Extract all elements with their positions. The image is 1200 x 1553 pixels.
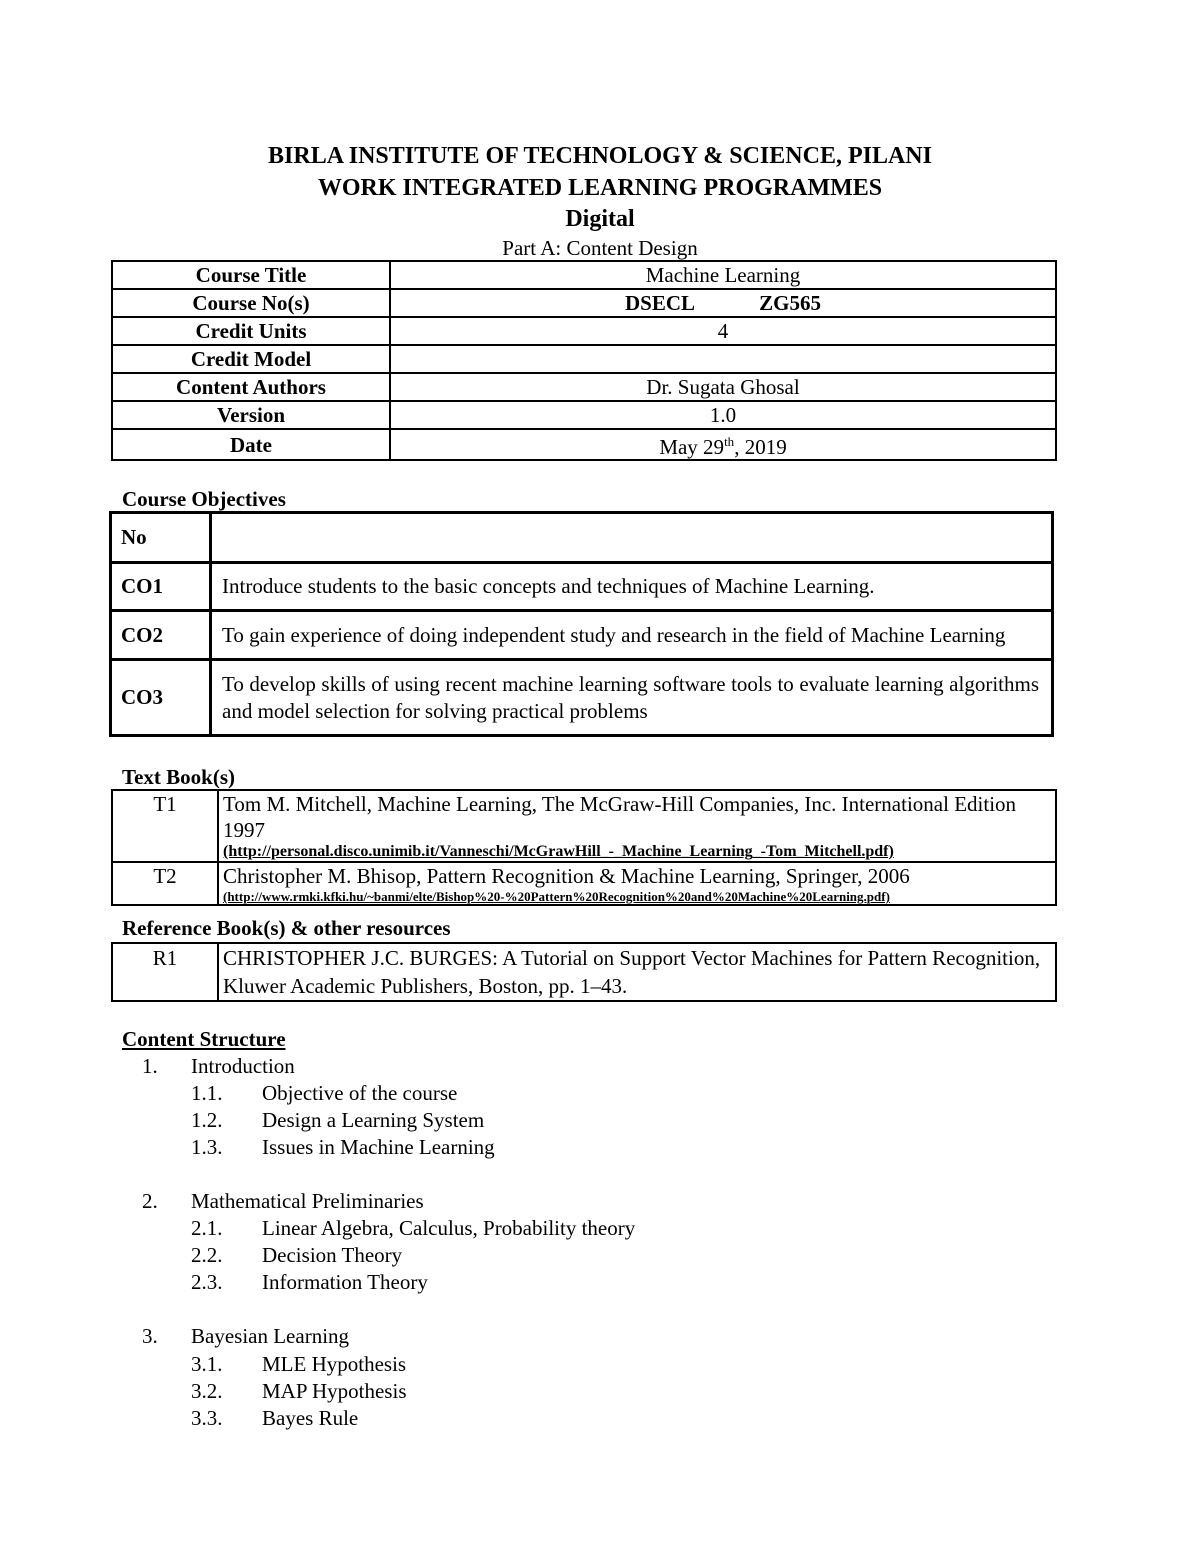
table-row bbox=[112, 429, 1056, 460]
credit-model-value bbox=[390, 345, 1056, 373]
objectives-table bbox=[109, 511, 1054, 737]
table-row bbox=[111, 611, 1053, 660]
textbook-entry bbox=[218, 862, 1056, 905]
topic-title: Objective of the course bbox=[262, 1081, 458, 1105]
module-title: Introduction bbox=[191, 1054, 295, 1078]
course-no-value: DSECL ZG565 bbox=[390, 289, 1056, 317]
credit-model-label: Credit Model bbox=[112, 345, 390, 373]
textbooks-heading: Text Book(s) bbox=[122, 765, 235, 789]
course-title-value: Machine Learning bbox=[390, 261, 1056, 289]
topic-title: Linear Algebra, Calculus, Probability theory bbox=[262, 1216, 636, 1240]
objective-number: CO3 bbox=[111, 660, 211, 736]
references-table bbox=[111, 942, 1057, 1002]
course-no-label: Course No(s) bbox=[112, 289, 390, 317]
topic-title: Decision Theory bbox=[262, 1243, 403, 1267]
table-row bbox=[112, 373, 1056, 401]
topic-number: 3.2. bbox=[191, 1379, 223, 1403]
topic-title: Information Theory bbox=[262, 1270, 428, 1294]
topic-title: MAP Hypothesis bbox=[262, 1379, 407, 1403]
reference-id: R1 bbox=[112, 943, 218, 1001]
table-row bbox=[112, 317, 1056, 345]
version-label: Version bbox=[112, 401, 390, 429]
table-row bbox=[111, 660, 1053, 736]
table-row bbox=[112, 401, 1056, 429]
date-value: May 29th, 2019 bbox=[390, 429, 1056, 460]
table-row bbox=[112, 261, 1056, 289]
objective-text: To develop skills of using recent machine learning software tools to evaluate learning algorithms and model selection for solving practical problems bbox=[211, 660, 1053, 736]
programme-name: WORK INTEGRATED LEARNING PROGRAMMES bbox=[317, 175, 883, 201]
table-row bbox=[112, 862, 1056, 905]
objective-text: Introduce students to the basic concepts and techniques of Machine Learning. bbox=[211, 563, 1053, 611]
module-title: Bayesian Learning bbox=[191, 1324, 350, 1348]
objectives-blank-header bbox=[211, 513, 1053, 563]
date-label: Date bbox=[112, 429, 390, 460]
version-value: 1.0 bbox=[390, 401, 1056, 429]
textbook-id: T2 bbox=[112, 862, 218, 905]
objective-number: CO2 bbox=[111, 611, 211, 660]
topic-number: 1.3. bbox=[191, 1135, 223, 1159]
topic-number: 1.1. bbox=[191, 1081, 223, 1105]
textbooks-table bbox=[111, 789, 1057, 906]
module-number: 1. bbox=[142, 1054, 158, 1078]
textbook-entry bbox=[218, 790, 1056, 862]
delivery-mode: Digital bbox=[565, 206, 635, 232]
objectives-heading: Course Objectives bbox=[122, 487, 286, 511]
course-title-label: Course Title bbox=[112, 261, 390, 289]
credit-units-label: Credit Units bbox=[112, 317, 390, 345]
objective-text: To gain experience of doing independent study and research in the field of Machine Learning bbox=[211, 611, 1053, 660]
table-row bbox=[112, 345, 1056, 373]
content-authors-label: Content Authors bbox=[112, 373, 390, 401]
table-row bbox=[112, 289, 1056, 317]
module-number: 3. bbox=[142, 1324, 158, 1348]
content-authors-value: Dr. Sugata Ghosal bbox=[390, 373, 1056, 401]
topic-title: MLE Hypothesis bbox=[262, 1352, 407, 1376]
content-structure-heading: Content Structure bbox=[122, 1027, 286, 1051]
topic-title: Bayes Rule bbox=[262, 1406, 359, 1430]
credit-units-value: 4 bbox=[390, 317, 1056, 345]
reference-text: CHRISTOPHER J.C. BURGES: A Tutorial on Support Vector Machines for Pattern Recognition, Kluwer Academic Publishers, Boston, pp. 1–43. bbox=[218, 943, 1056, 1001]
references-heading: Reference Book(s) & other resources bbox=[122, 916, 451, 940]
objectives-no-header: No bbox=[111, 513, 211, 563]
topic-number: 2.3. bbox=[191, 1270, 223, 1294]
topic-number: 2.2. bbox=[191, 1243, 223, 1267]
topic-number: 3.1. bbox=[191, 1352, 223, 1376]
topic-number: 3.3. bbox=[191, 1406, 223, 1430]
table-row bbox=[112, 943, 1056, 1001]
module-number: 2. bbox=[142, 1189, 158, 1213]
textbook-link[interactable]: (http://www.rmki.kfki.hu/~banmi/elte/Bishop%20-%20Pattern%20Recognition%20and%20Machine%20Learning.pdf) bbox=[223, 889, 890, 904]
objective-number: CO1 bbox=[111, 563, 211, 611]
topic-number: 1.2. bbox=[191, 1108, 223, 1132]
textbook-link[interactable]: (http://personal.disco.unimib.it/Vanneschi/McGrawHill_-_Machine_Learning_-Tom_Mitchell.pdf) bbox=[223, 843, 894, 860]
textbook-id: T1 bbox=[112, 790, 218, 862]
textbook-citation: Tom M. Mitchell, Machine Learning, The McGraw-Hill Companies, Inc. International Edition 1997 bbox=[223, 792, 1017, 842]
topic-title: Issues in Machine Learning bbox=[262, 1135, 495, 1159]
institute-name: BIRLA INSTITUTE OF TECHNOLOGY & SCIENCE, PILANI bbox=[268, 143, 932, 169]
textbook-citation: Christopher M. Bhisop, Pattern Recognition & Machine Learning, Springer, 2006 bbox=[223, 864, 910, 888]
part-title: Part A: Content Design bbox=[502, 236, 698, 260]
topic-number: 2.1. bbox=[191, 1216, 223, 1240]
topic-title: Design a Learning System bbox=[262, 1108, 485, 1132]
module-title: Mathematical Preliminaries bbox=[191, 1189, 424, 1213]
course-info-table bbox=[111, 260, 1057, 461]
table-row bbox=[111, 513, 1053, 563]
table-row bbox=[112, 790, 1056, 862]
table-row bbox=[111, 563, 1053, 611]
